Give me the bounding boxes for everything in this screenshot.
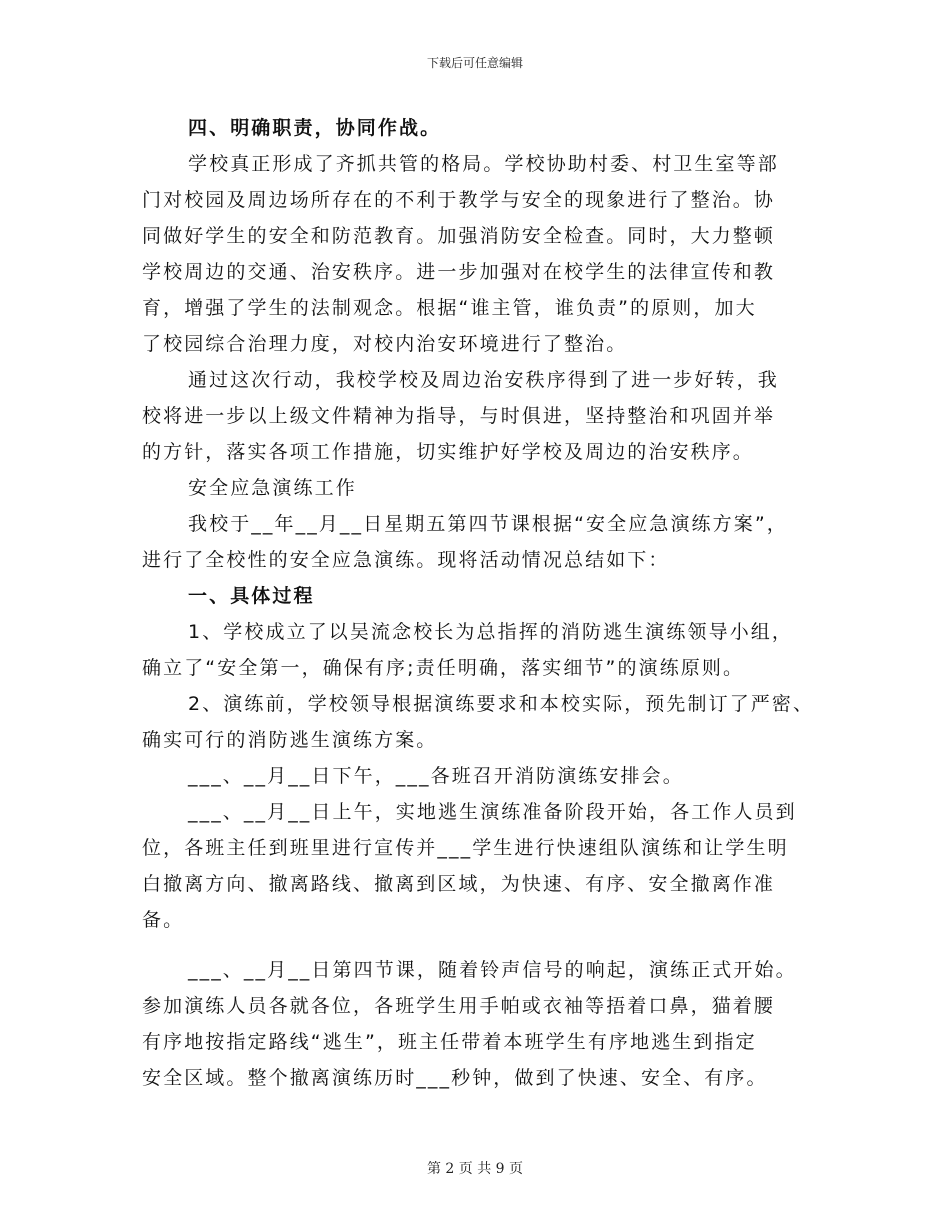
paragraph-line: 通过这次行动，我校学校及周边治安秩序得到了进一步好转，我 bbox=[188, 369, 779, 391]
paragraph-line: 同做好学生的安全和防范教育。加强消防安全检查。同时，大力整顿 bbox=[142, 225, 776, 247]
paragraph-line: 校将进一步以上级文件精神为指导，与时俱进，坚持整治和巩固并举 bbox=[142, 405, 776, 427]
paragraph-line: 门对校园及周边场所存在的不利于教学与安全的现象进行了整治。协 bbox=[142, 189, 776, 211]
page-number-footer: 第 2 页 共 9 页 bbox=[426, 1161, 524, 1177]
paragraph-line: ___、__月__日上午，实地逃生演练准备阶段开始，各工作人员到 bbox=[188, 801, 797, 823]
page-header-note: 下载后可任意编辑 bbox=[426, 56, 523, 70]
paragraph-spacer bbox=[142, 938, 812, 952]
paragraph-line: ___、__月__日第四节课，随着铃声信号的响起，演练正式开始。 bbox=[188, 959, 797, 981]
subsection-title: 安全应急演练工作 bbox=[188, 477, 357, 499]
paragraph-line: 学校周边的交通、治安秩序。进一步加强对在校学生的法律宣传和教 bbox=[142, 261, 776, 283]
section-heading: 四、明确职责，协同作战。 bbox=[188, 117, 442, 139]
paragraph-line: 的方针，落实各项工作措施，切实维护好学校及周边的治安秩序。 bbox=[142, 441, 754, 463]
document-body bbox=[142, 110, 815, 1096]
paragraph-line: ___、__月__日下午，___各班召开消防演练安排会。 bbox=[188, 765, 684, 787]
paragraph-line: 确实可行的消防逃生演练方案。 bbox=[142, 729, 438, 751]
paragraph-line: 育，增强了学生的法制观念。根据“谁主管，谁负责”的原则，加大 bbox=[142, 297, 757, 319]
paragraph-line: 我校于__年__月__日星期五第四节课根据“安全应急演练方案”， bbox=[188, 513, 788, 535]
paragraph-line: 2、演练前，学校领导根据演练要求和本校实际，预先制订了严密、 bbox=[188, 693, 815, 715]
paragraph-line: 进行了全校性的安全应急演练。现将活动情况总结如下： bbox=[142, 549, 670, 571]
paragraph-line: 安全区域。整个撤离演练历时___秒钟，做到了快速、安全、有序。 bbox=[142, 1067, 768, 1089]
paragraph-line: 位，各班主任到班里进行宣传并___学生进行快速组队演练和让学生明 bbox=[142, 837, 789, 859]
paragraph-line: 有序地按指定路线“逃生”，班主任带着本班学生有序地逃生到指定 bbox=[142, 1031, 757, 1053]
section-heading: 一、具体过程 bbox=[188, 585, 315, 607]
paragraph-line: 了校园综合治理力度，对校内治安环境进行了整治。 bbox=[142, 333, 628, 355]
paragraph-line: 白撤离方向、撤离路线、撤离到区域，为快速、有序、安全撤离作准 bbox=[142, 873, 776, 895]
paragraph-line: 学校真正形成了齐抓共管的格局。学校协助村委、村卫生室等部 bbox=[188, 153, 779, 175]
paragraph-line: 参加演练人员各就各位，各班学生用手帕或衣袖等捂着口鼻，猫着腰 bbox=[142, 995, 776, 1017]
paragraph-line: 确立了“安全第一，确保有序;责任明确，落实细节”的演练原则。 bbox=[142, 657, 745, 679]
paragraph-line: 备。 bbox=[142, 909, 185, 931]
paragraph-line: 1、学校成立了以吴流念校长为总指挥的消防逃生演练领导小组， bbox=[188, 621, 793, 643]
